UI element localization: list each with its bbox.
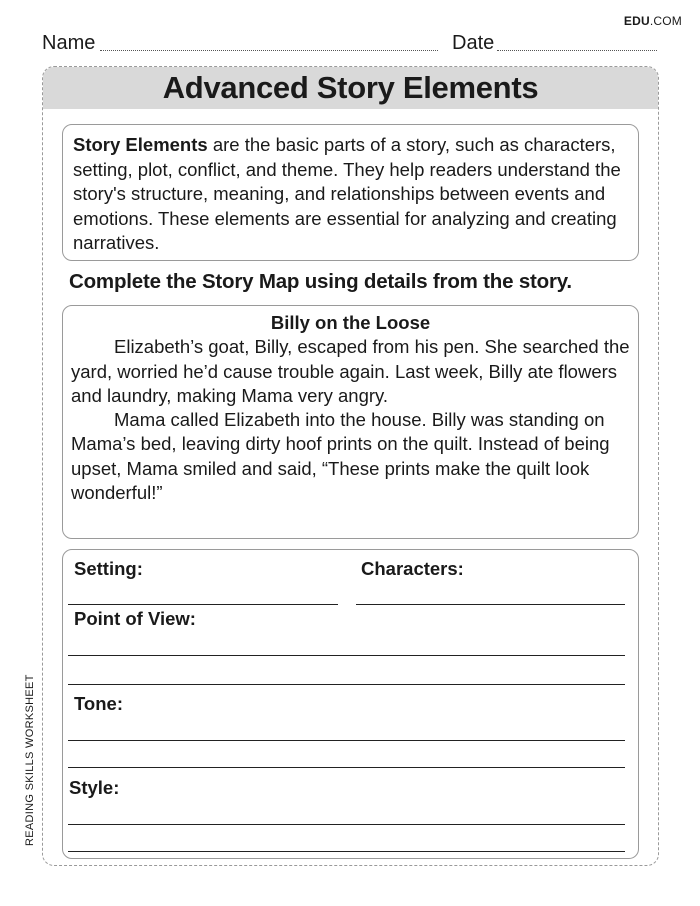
point-of-view-line-1[interactable] — [68, 655, 625, 656]
title-bar — [43, 67, 658, 109]
characters-label: Characters: — [361, 558, 464, 579]
tone-label: Tone: — [74, 693, 123, 714]
story-box — [62, 305, 639, 539]
story-paragraph-2: Mama called Elizabeth into the house. Billy was standing on Mama’s bed, leaving dirty hoof prints on the quilt. Instead of being upset, Mama smiled and said, “These prints make the quilt look wonderful!” — [71, 409, 610, 504]
brand-name: EDU — [623, 14, 650, 28]
characters-answer-line[interactable] — [356, 604, 625, 605]
point-of-view-label: Point of View: — [74, 608, 196, 629]
tone-line-1[interactable] — [68, 740, 625, 741]
brand-logo — [624, 14, 682, 28]
intro-box — [62, 124, 639, 261]
setting-answer-line[interactable] — [68, 604, 338, 605]
brand-domain: .COM — [649, 14, 682, 28]
story-map-box — [62, 549, 639, 859]
tone-line-2[interactable] — [68, 767, 625, 768]
date-line[interactable] — [497, 50, 657, 51]
point-of-view-line-2[interactable] — [68, 684, 625, 685]
setting-label: Setting: — [74, 558, 143, 579]
intro-term: Story Elements — [73, 134, 208, 155]
date-label: Date — [452, 32, 495, 54]
name-label: Name — [42, 32, 96, 54]
story-title: Billy on the Loose — [270, 312, 431, 333]
story-paragraph-1: Elizabeth’s goat, Billy, escaped from his pen. She searched the yard, worried he’d cause trouble again. Last week, Billy ate flowers and laundry, making Mama very angry. — [71, 336, 630, 406]
style-line-2[interactable] — [68, 851, 625, 852]
style-label: Style: — [69, 777, 120, 798]
intro-text: are the basic parts of a story, such as characters, setting, plot, conflict, and theme. They help readers understand the story's structure, meaning, and relationships between events and emotions. These elements are essential for analyzing and creating narratives. — [73, 134, 621, 253]
worksheet-title: Advanced Story Elements — [162, 70, 539, 105]
instruction-text: Complete the Story Map using details from the story. — [69, 270, 572, 293]
name-line[interactable] — [100, 50, 438, 51]
style-line-1[interactable] — [68, 824, 625, 825]
side-label: READING SKILLS WORKSHEET — [24, 674, 36, 846]
